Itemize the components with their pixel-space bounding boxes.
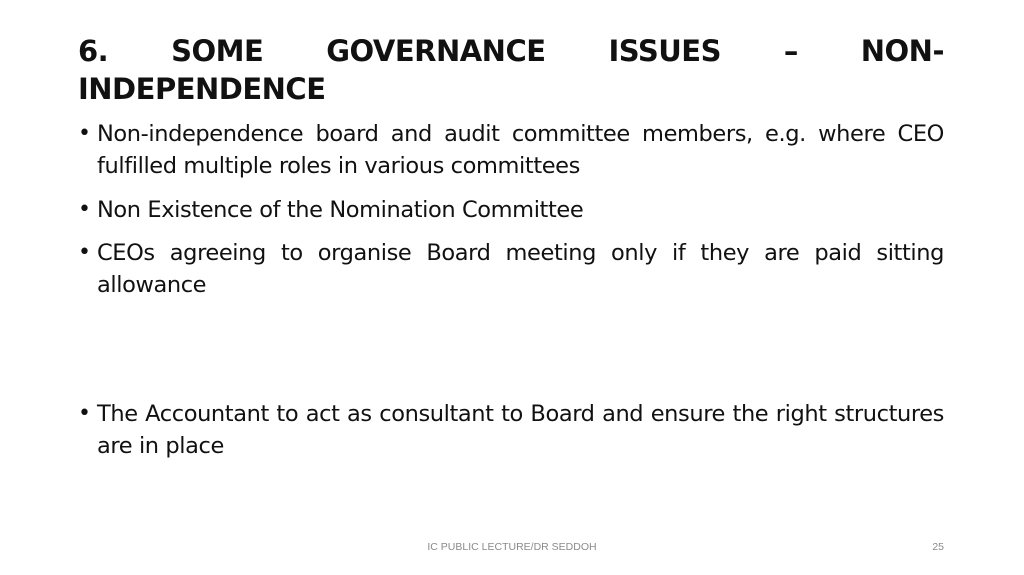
bullet-marker: • <box>78 401 91 426</box>
slide-footer <box>0 541 1024 557</box>
page-number: 25 <box>932 541 944 553</box>
slide-title <box>78 32 944 108</box>
bullet-marker: • <box>78 197 91 222</box>
bullet-text: The Accountant to act as consultant to Board and ensure the right structures are in place <box>97 401 944 459</box>
bullet-item <box>78 194 944 226</box>
bullet-marker: • <box>78 121 91 146</box>
footer-label: IC PUBLIC LECTURE/DR SEDDOH <box>427 541 597 553</box>
slide-title-line-1: 6. SOME GOVERNANCE ISSUES – NON- <box>78 34 944 68</box>
bullet-item <box>78 118 944 182</box>
bullet-text: Non-independence board and audit committee members, e.g. where CEO fulfilled multiple roles in various committees <box>97 121 944 179</box>
bullet-text: CEOs agreeing to organise Board meeting only if they are paid sitting allowance <box>97 240 944 298</box>
bullet-item <box>78 398 944 462</box>
bullet-list <box>78 118 944 459</box>
bullet-item <box>78 237 944 301</box>
slide-title-line-2: INDEPENDENCE <box>78 72 326 106</box>
bullet-marker: • <box>78 240 91 265</box>
bullet-text: Non Existence of the Nomination Committee <box>97 197 584 223</box>
